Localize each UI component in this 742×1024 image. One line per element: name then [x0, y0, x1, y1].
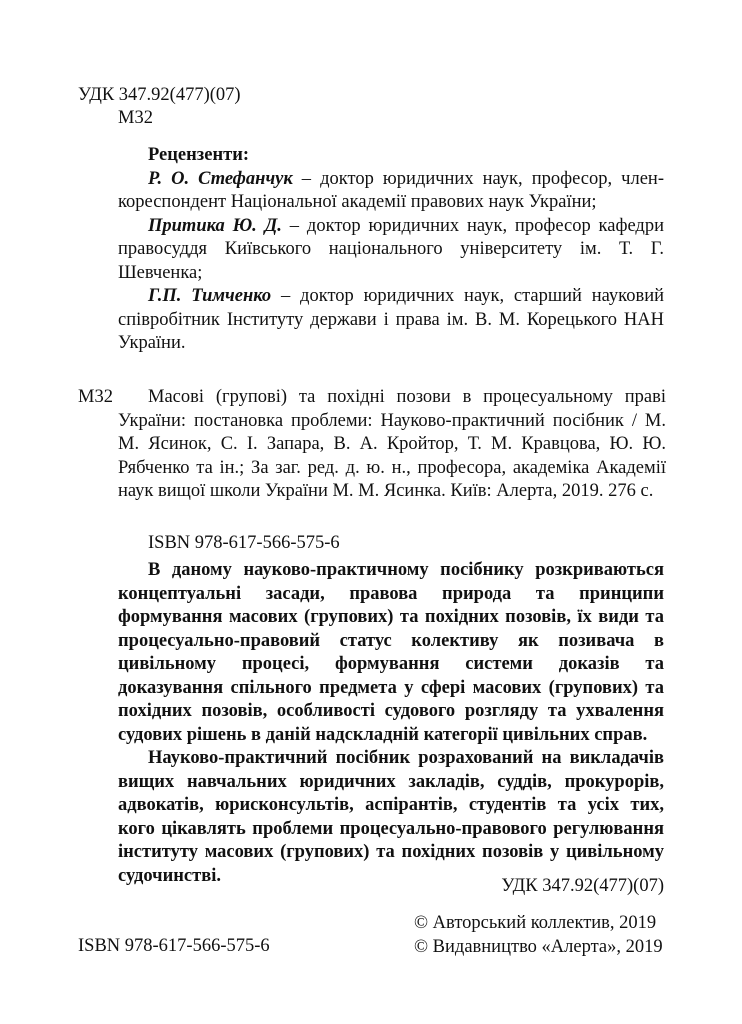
- copyright-block: [414, 912, 663, 959]
- reviewer-name: Притика Ю. Д.: [148, 215, 282, 236]
- author-mark-top: М32: [118, 108, 153, 128]
- abstract-paragraph: Науково-практичний посібник розрахований на викладачів вищих навчальних юридичних закладів, суддів, прокурорів, адвокатів, юрисконсультів, аспірантів, студентів та усіх тих, кого цікавлять проблеми процесуально-правового регулювання інституту масових (групових) та похідних позовів у цивільному судочинстві.: [118, 748, 664, 886]
- reviewers-heading: Рецензенти:: [148, 145, 250, 165]
- reviewer-name: Р. О. Стефанчук: [148, 168, 293, 189]
- bibliographic-description: Масові (групові) та похідні позови в процесуальному праві України: постановка проблеми: Науково-практичний посібник / М. М. Ясинок, С. І. Запара, В. А. Кройтор, Т. М. Кравцова, Ю. Ю. Рябченко та ін.; За заг. ред. д. ю. н., професора, академіка Академії наук вищої школи України М. М. Ясинка. Київ: Алерта, 2019. 276 с.: [118, 387, 666, 501]
- reviewer-entry: [118, 215, 664, 286]
- reviewer-description: – доктор юридичних наук, старший науковий співробітник Інституту держави і права ім. В. М. Корецького НАН України.: [118, 286, 664, 353]
- reviewer-entry: [118, 168, 664, 215]
- reviewer-entry: [118, 285, 664, 356]
- reviewer-name: Г.П. Тимченко: [148, 286, 272, 306]
- copyright-authors: © Авторський коллектив, 2019: [414, 913, 657, 933]
- udk-code-top: УДК 347.92(477)(07): [78, 85, 241, 105]
- author-mark: М32: [78, 387, 113, 407]
- isbn-bottom: ISBN 978-617-566-575-6: [78, 936, 270, 956]
- abstract: [118, 559, 664, 888]
- copyright-publisher: © Видавництво «Алерта», 2019: [414, 936, 663, 957]
- reviewer-description: – доктор юридичних наук, професор, член-кореспондент Національної академії правових наук України;: [118, 168, 664, 212]
- isbn-line: ISBN 978-617-566-575-6: [148, 533, 340, 553]
- udk-code-bottom: УДК 347.92(477)(07): [501, 876, 664, 896]
- abstract-paragraph: В даному науково-практичному посібнику розкриваються концептуальні засади, правова природа та принципи формування масових (групових) та похідних позовів, їх види та процесуально-правовий статус колективу як позивача в цивільному процесі, формування системи доказів та доказування спільного предмета у сфері масових (групових) та похідних позовів, особливості судового розгляду та ухвалення судових рішень в даній надскладній категорії цивільних справ.: [118, 560, 664, 745]
- reviewer-description: – доктор юридичних наук, професор кафедри правосуддя Київського національного університету ім. Т. Г. Шевченка;: [118, 215, 664, 283]
- reviewers-section: [118, 144, 664, 356]
- bibliographic-record: [78, 386, 666, 504]
